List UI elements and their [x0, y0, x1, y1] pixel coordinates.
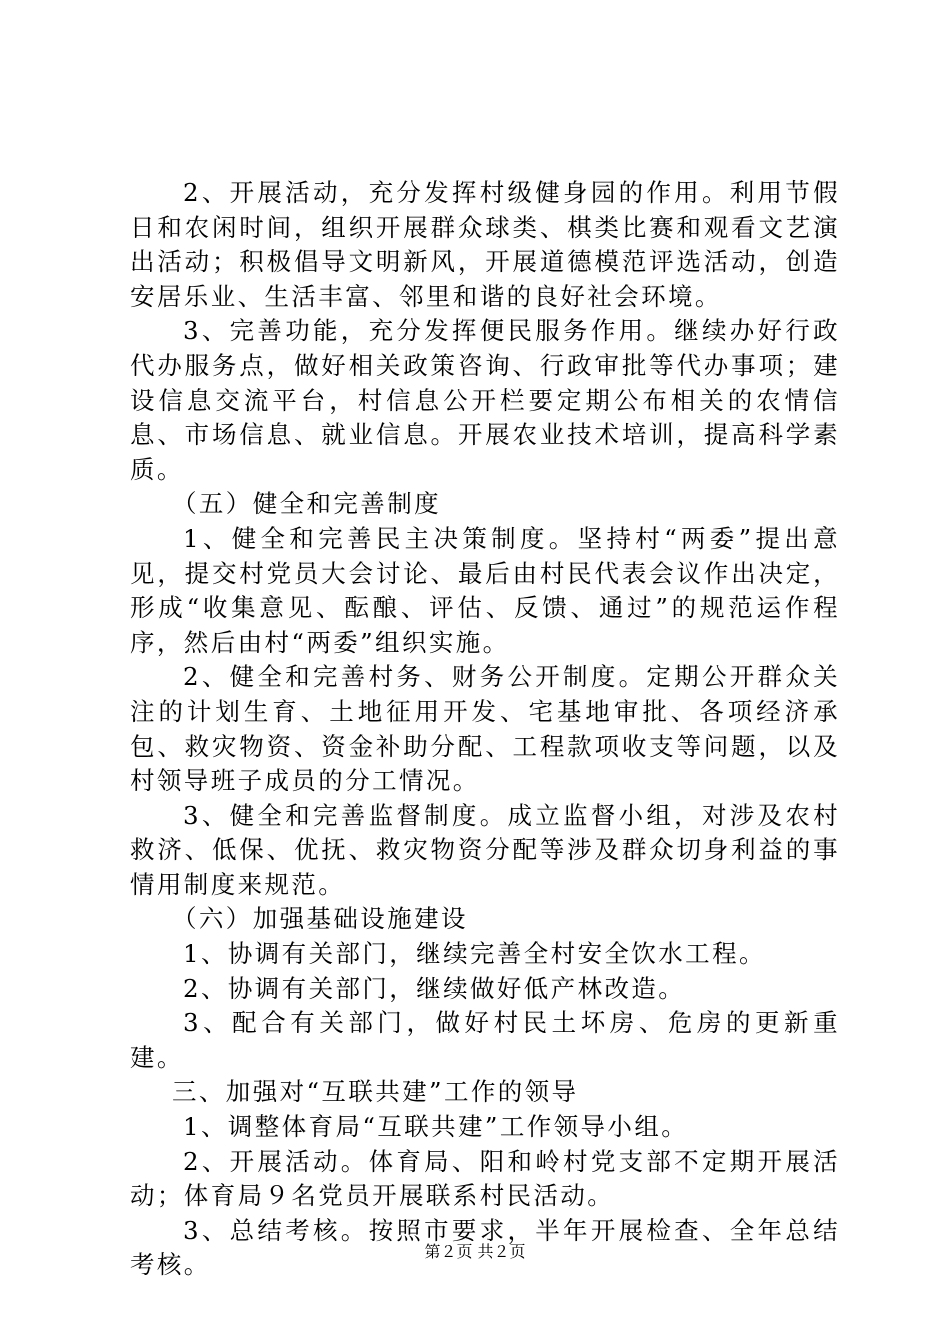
paragraph: 2、协调有关部门，继续做好低产林改造。 [183, 973, 686, 1003]
paragraph: 3、配合有关部门，做好村民土坏房、危房的更新重建。 [130, 1008, 840, 1072]
section-heading: （六）加强基础设施建设 [172, 904, 468, 934]
paragraph: 2、开展活动，充分发挥村级健身园的作用。利用节假日和农闲时间，组织开展群众球类、棋类比赛和观看文艺演出活动；积极倡导文明新风，开展道德模范评选活动，创造安居乐业、生活丰富、邻里和谐的良好社会环境。 [130, 178, 840, 311]
paragraph: 2、健全和完善村务、财务公开制度。定期公开群众关注的计划生育、土地征用开发、宅基地审批、各项经济承包、救灾物资、资金补助分配、工程款项收支等问题，以及村领导班子成员的分工情况。 [130, 662, 840, 796]
paragraph: 3、总结考核。按照市要求，半年开展检查、全年总结考核。 [130, 1215, 840, 1280]
paragraph: 1、健全和完善民主决策制度。坚持村“两委”提出意见，提交村党员大会讨论、最后由村民代表会议作出决定，形成“收集意见、酝酿、评估、反馈、通过”的规范运作程序，然后由村“两委”组织实施。 [130, 523, 840, 657]
paragraph: 1、调整体育局“互联共建”工作领导小组。 [183, 1112, 689, 1142]
document-body [130, 176, 840, 1283]
paragraph: 2、开展活动。体育局、阳和岭村党支部不定期开展活动；体育局９名党员开展联系村民活动。 [130, 1146, 840, 1211]
section-heading: 三、加强对“互联共建”工作的领导 [172, 1077, 579, 1107]
page-footer [0, 1242, 950, 1262]
section-heading: （五）健全和完善制度 [172, 489, 441, 519]
paragraph: 3、健全和完善监督制度。成立监督小组，对涉及农村救济、低保、优抚、救灾物资分配等涉及群众切身利益的事情用制度来规范。 [130, 800, 840, 899]
paragraph: 3、完善功能，充分发挥便民服务作用。继续办好行政代办服务点，做好相关政策咨询、行政审批等代办事项；建设信息交流平台，村信息公开栏要定期公布相关的农情信息、市场信息、就业信息。开展农业技术培训，提高科学素质。 [130, 316, 840, 484]
page-number-label: 第２页 共２页 [424, 1242, 526, 1261]
paragraph: 1、协调有关部门，继续完善全村安全饮水工程。 [183, 939, 766, 969]
